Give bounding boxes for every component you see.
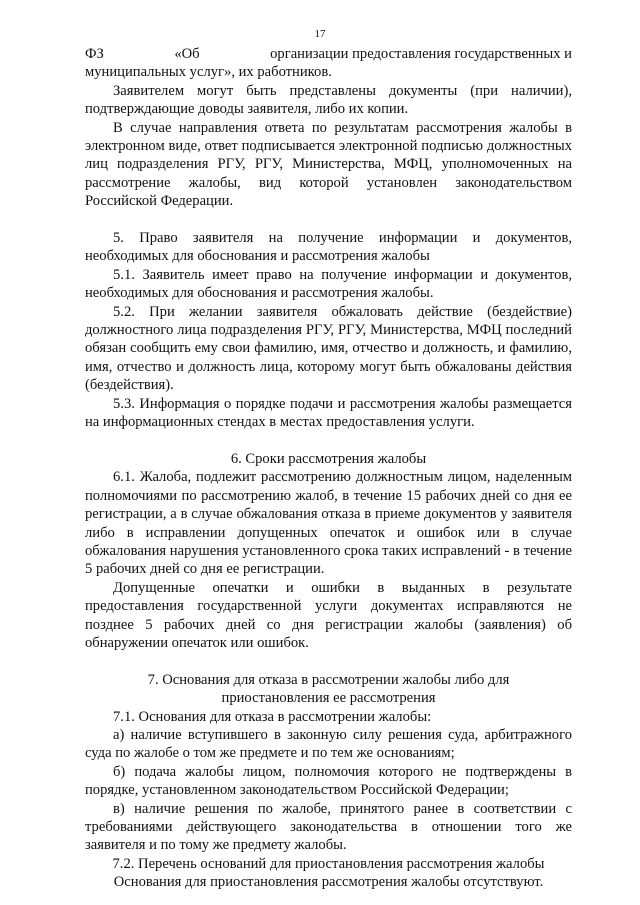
law-abbrev: ФЗ	[85, 46, 104, 62]
paragraph-electronic-response: В случае направления ответа по результатам рассмотрения жалобы в электронном виде, ответ подписывается электронной подписью должностных лиц подразделения РГУ, РГУ, Министерства, МФЦ, уполномоченных на рассмотрение жалобы, вид которой установлен законодательством Российской Федерации.	[85, 119, 572, 210]
paragraph-6-1: 6.1. Жалоба, подлежит рассмотрению должностным лицом, наделенным полномочиями по рассмотрению жалоб, в течение 15 рабочих дней со дня ее регистрации, а в случае обжалования отказа в приеме документов у заявителя либо в исправлении допущенных опечаток и ошибок или в случае обжалования нарушения установленного срока таких исправлений - в течение 5 рабочих дней со дня ее регистрации.	[85, 469, 572, 578]
law-title-cont: организации предоставления государственных и	[270, 46, 572, 62]
paragraph-5-2: 5.2. При желании заявителя обжаловать действие (бездействие) должностного лица подразделения РГУ, РГУ, Министерства, МФЦ последний обязан сообщить ему свои фамилию, имя, отчество и должность, и фамилию, имя, отчество и должность лица, которому могут быть обжалованы действия (бездействия).	[85, 303, 572, 394]
paragraph-5-3: 5.3. Информация о порядке подачи и рассмотрения жалобы размещается на информационных стендах в местах предоставления услуги.	[85, 395, 572, 431]
section-6-heading: 6. Сроки рассмотрения жалобы	[230, 450, 427, 467]
paragraph-7-2: 7.2. Перечень оснований для приостановления рассмотрения жалобы	[112, 855, 545, 872]
paragraph-5-1: 5.1. Заявитель имеет право на получение информации и документов, необходимых для обоснования и рассмотрения жалобы.	[85, 266, 572, 302]
law-title-start: «Об	[174, 46, 200, 62]
document-body	[85, 45, 572, 892]
paragraph-6-errors: Допущенные опечатки и ошибки в выданных в результате предоставления государственной услуги документах исправляются не позднее 5 рабочих дней со дня регистрации жалобы (заявления) об обнаружении опечаток или ошибок.	[85, 579, 572, 651]
paragraph-7-2-content: Основания для приостановления рассмотрения жалобы отсутствуют.	[113, 874, 544, 891]
list-item-b: б) подача жалобы лицом, полномочия которого не подтверждены в порядке, установленном законодательством Российской Федерации;	[85, 763, 572, 799]
section-7-heading-line1: 7. Основания для отказа в рассмотрении жалобы либо для	[147, 671, 510, 688]
list-item-a: а) наличие вступившего в законную силу решения суда, арбитражного суда по жалобе о том же предмете и по тем же основаниям;	[85, 726, 572, 762]
list-item-c: в) наличие решения по жалобе, принятого ранее в соответствии с требованиями действующего законодательства в отношении того же заявителя и по тому же предмету жалобы.	[85, 800, 572, 854]
section-5-heading: 5. Право заявителя на получение информации и документов, необходимых для обоснования и рассмотрения жалобы	[85, 230, 572, 265]
law-reference-line	[85, 45, 572, 63]
section-7-heading-line2: приостановления ее рассмотрения	[221, 690, 436, 707]
law-reference-end: муниципальных услуг», их работников.	[85, 64, 332, 81]
page-number: 17	[314, 28, 326, 40]
paragraph-documents: Заявителем могут быть представлены документы (при наличии), подтверждающие доводы заявителя, либо их копии.	[85, 82, 572, 118]
paragraph-7-1: 7.1. Основания для отказа в рассмотрении жалобы:	[113, 708, 432, 725]
